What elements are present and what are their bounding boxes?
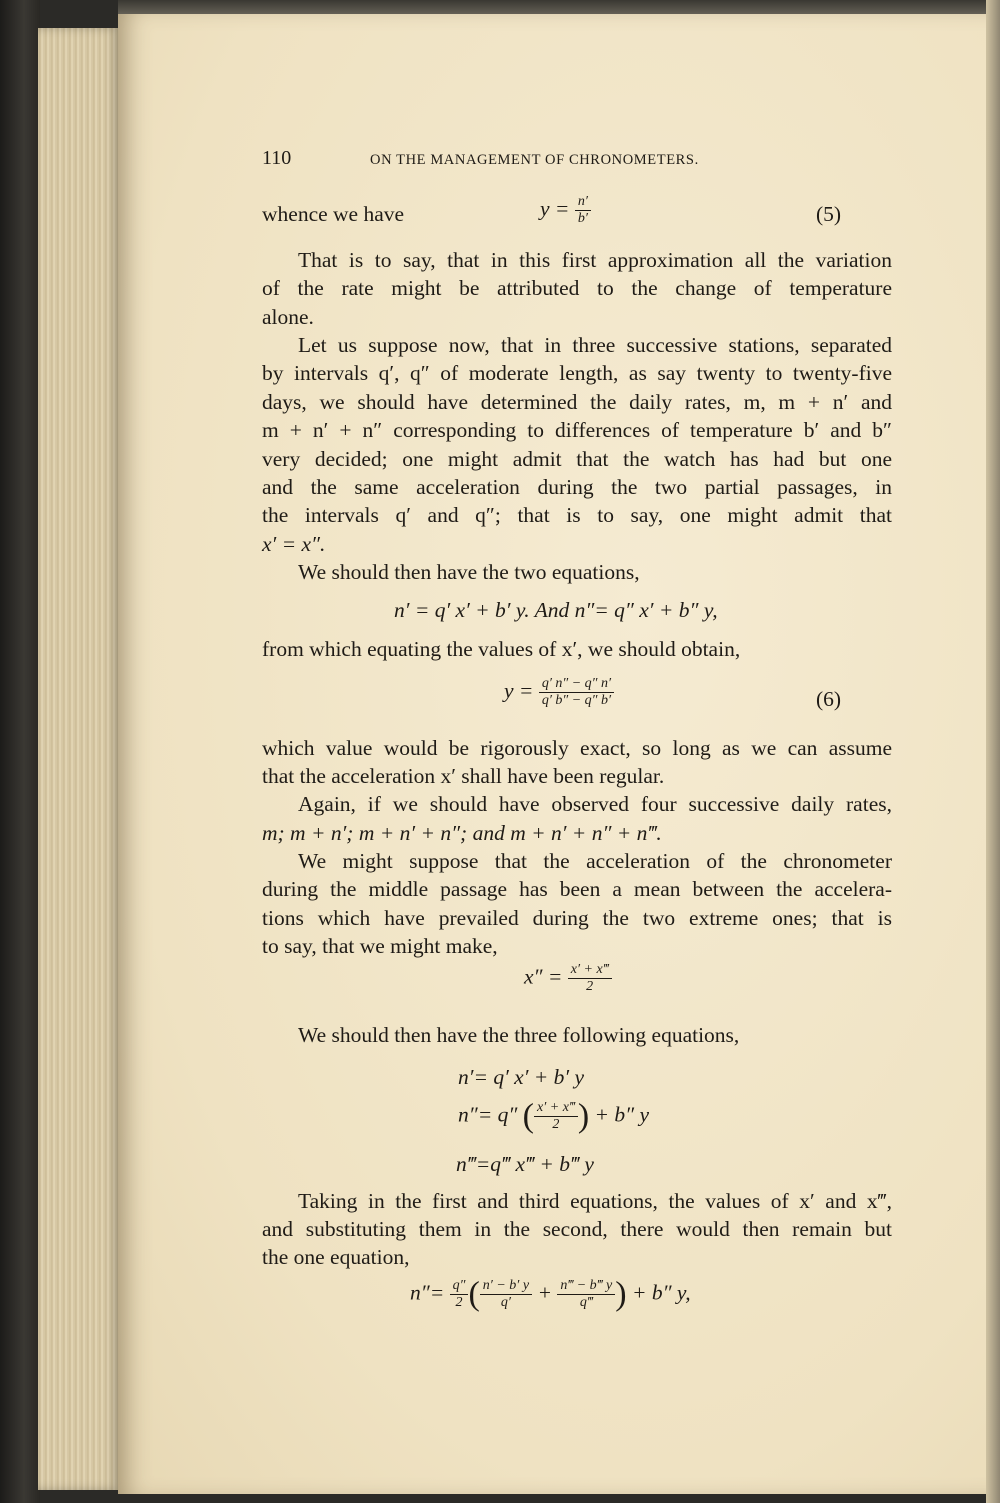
eqf-f1-denominator: 2 [455,1295,463,1310]
eqf-rhs: + b″ y, [631,1280,691,1305]
eqf-fraction-2 [480,1278,532,1311]
p6-line-1: Again, if we should have observed four successive daily rates, [298,792,892,816]
p2-line-3: days, we should have determined the daily rates, m, m + n′ and [262,390,892,414]
eqf-lhs: n″= [410,1280,445,1305]
whence-text: whence we have [262,202,405,226]
p2-line-2: by intervals q′, q″ of moderate length, as say twenty to twenty-five [262,361,892,385]
page-stack-edge [38,28,120,1490]
equation-mean [524,962,612,995]
eqf-f3-denominator: q‴ [579,1295,593,1310]
equation-two: n′ = q′ x′ + b′ y. And n″= q″ x′ + b″ y, [394,598,718,622]
eq3b-rhs: + b″ y [594,1102,650,1127]
eq3b-lhs: n″= q″ [458,1102,518,1127]
eqf-f2-denominator: q′ [500,1295,511,1310]
p1-line-2: of the rate might be attributed to the change of temperature [262,276,892,300]
eq-mean-lhs: x″ = [524,964,563,989]
eq-mean-denominator: 2 [586,979,594,994]
eq3b-numerator: x′ + x‴ [534,1100,578,1117]
p9-line-2: and substituting them in the second, there would then remain but [262,1217,892,1241]
p6-line-2: m; m + n′; m + n′ + n″; and m + n′ + n″ + n‴. [262,821,662,845]
equation-3b: n″= q″ ( $\frac{x' + x‴}{2}$ ) + b″ y [458,1097,650,1135]
eq6-lhs: y = [504,678,534,703]
eqf-f1-numerator: q″ [450,1278,469,1295]
p1-line-3: alone. [262,305,314,329]
p9-line-3: the one equation, [262,1245,410,1269]
eq5-lhs: y = [540,196,570,221]
p3-line-1: We should then have the two equations, [298,560,640,584]
eqf-fraction-3 [557,1278,615,1311]
p5-line-2: that the acceleration x′ shall have been regular. [262,764,665,788]
p2-line-1: Let us suppose now, that in three successive stations, separated [298,333,892,357]
p7-line-4: to say, that we might make, [262,934,498,958]
eq5-fraction [575,194,591,227]
eqf-f2-numerator: n′ − b′ y [480,1278,532,1295]
equation-5 [540,194,591,227]
eqf-plus: + [537,1280,552,1305]
eq5-denominator: b′ [577,211,588,226]
running-title: ON THE MANAGEMENT OF CHRONOMETERS. [370,152,699,168]
book-cover-edge [0,0,40,1503]
p7-line-1: We might suppose that the acceleration of the chronometer [298,849,892,873]
p7-line-3: tions which have prevailed during the two extreme ones; that is [262,906,892,930]
equation-3c: n‴=q‴ x‴ + b‴ y [456,1152,594,1176]
p8-line-1: We should then have the three following equations, [298,1023,740,1047]
p7-line-2: during the middle passage has been a mean between the accelera- [262,877,892,901]
eq3b-denominator: 2 [552,1117,560,1132]
equation-final: n″= $\frac{q''}{2}$ ( $\frac{n' - b' y}{q'}$ + $\frac{n‴ - b‴ y}{q‴}$ ) + b″ y, [410,1275,691,1313]
p2-line-4: m + n′ + n″ corresponding to differences of temperature b′ and b″ [262,418,892,442]
equation-6 [504,676,614,709]
p5-line-1: which value would be rigorously exact, so long as we can assume [262,736,892,760]
right-page-edge [986,0,1000,1503]
eq-mean-fraction [568,962,612,995]
eq5-numerator: n′ [575,194,591,211]
page-number: 110 [262,147,292,169]
eqf-f3-numerator: n‴ − b‴ y [557,1278,615,1295]
p2-line-5: very decided; one might admit that the watch has had but one [262,447,892,471]
p2-line-6: and the same acceleration during the two partial passages, in [262,475,892,499]
p2-line-7: the intervals q′ and q″; that is to say, one might admit that [262,503,892,527]
equation-3a: n′= q′ x′ + b′ y [458,1065,585,1089]
eq5-label: (5) [816,202,842,226]
p1-line-1: That is to say, that in this first approximation all the variation [298,248,892,272]
eq6-fraction [539,676,614,709]
p2-line-8: x′ = x″. [262,532,326,556]
p4-line-1: from which equating the values of x′, we should obtain, [262,637,741,661]
p9-line-1: Taking in the first and third equations, the values of x′ and x‴, [298,1189,892,1213]
eq6-numerator: q′ n″ − q″ n′ [539,676,614,693]
eqf-fraction-1 [450,1278,469,1311]
eq-mean-numerator: x′ + x‴ [568,962,612,979]
eq3b-fraction [534,1100,578,1133]
eq6-denominator: q′ b″ − q″ b′ [541,693,612,708]
eq6-label: (6) [816,687,842,711]
